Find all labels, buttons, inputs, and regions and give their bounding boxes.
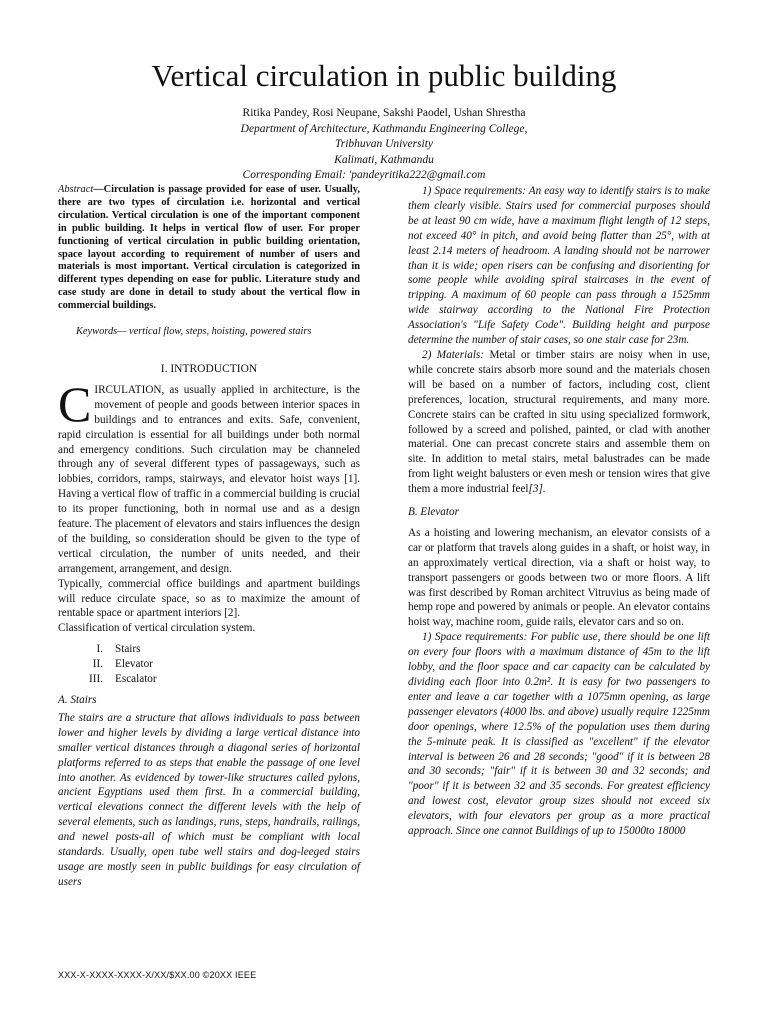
abstract-text: —Circulation is passage provided for ease of user. Usually, there are two types of circulation i.e. horizontal and vertical circulation. Vertical circulation is one of the important component in public building. It helps in vertical flow of user. For proper functioning of vertical circulation in public building orientation, space layout according to requirement of number of users and materials is most important. Vertical circulation is categorized in different types depending on ease for public. Literature study and case study are done in detail to study about the vertical flow in commercial buildings. (58, 184, 360, 312)
author-list: Ritika Pandey, Rosi Neupane, Sakshi Paodel, Ushan Shrestha (242, 107, 526, 119)
elevator-paragraph: As a hoisting and lowering mechanism, an elevator consists of a car or platform that travels along guides in a shaft, or hoist way, in an approximately vertical direction, via a shaft or hoist way, to transport passengers or goods between two or more floors. A lift was first described by Roman architect Vitruvius as being made of hemp rope and powered by animals or people. An elevator contains hoist way, machine room, guide rails, elevator cars and so on. (408, 526, 710, 629)
footer-copyright: XXX-X-XXXX-XXXX-X/XX/$XX.00 ©20XX IEEE (58, 970, 257, 980)
left-column (58, 184, 360, 890)
list-item-number: III. (89, 673, 103, 686)
subsection-stairs-heading: A. Stairs (58, 694, 97, 706)
stairs-space-requirements: 1) Space requirements: An easy way to identify stairs is to make them clearly visible. Stairs used for commercial purposes should be at least 90 cm wide, have a maximum flight length of 12 steps, not exceed 40° in pitch, and avoid being flatter than 25°, with at least 2.14 meters of headroom. A landing should not be narrower than it is wide; open risers can be confusing and disorienting for some people while avoiding spiral staircases in the event of tripping. A maximum of 60 people can pass through a 1525mm wide stairway according to the National Fire Protection Association's "Life Safety Code". Building height and purpose determine the number of stair cases, so one stair case for 23m. (408, 185, 710, 347)
paper-title: Vertical circulation in public building (151, 58, 617, 93)
affiliation-university: Tribhuvan University (334, 138, 434, 150)
affiliation-department: Department of Architecture, Kathmandu Engineering College, (240, 123, 528, 135)
intro-paragraph-1 (58, 375, 360, 577)
abstract-label: Abstract (58, 184, 94, 195)
abstract (58, 184, 360, 313)
stairs-materials (408, 348, 710, 497)
corresponding-email: Corresponding Email: 'pandeyritika222@gmail.com (242, 169, 486, 181)
list-item-label: Stairs (115, 643, 141, 656)
affiliation-location: Kalimati, Kathmandu (334, 154, 434, 166)
list-item (58, 672, 360, 687)
materials-label: 2) Materials: (422, 348, 485, 361)
materials-text: Metal or timber stairs are noisy when in use, while concrete stairs absorb more sound and the materials chosen will be based on a number of factors, including cost, client preferences, location, structural requirements, and many more. Concrete stairs can be crafted in situ using specialized formwork, followed by a screed and polished, painted, or clad with another material. One can precast concrete stairs and assemble them on site. In addition to metal stairs, metal balustrades can be made from light weight balusters or even mesh or tension wires that give them a more industrial feel (408, 348, 710, 496)
keywords: Keywords— vertical flow, steps, hoisting, powered stairs (76, 326, 312, 338)
intro-paragraph-3: Classification of vertical circulation system. (58, 622, 256, 635)
list-item-number: I. (96, 643, 103, 656)
subsection-elevator-heading: B. Elevator (408, 506, 459, 519)
list-item-label: Escalator (115, 673, 157, 686)
list-item (58, 642, 360, 657)
right-column (408, 184, 710, 839)
classification-list (58, 642, 360, 687)
drop-cap: C (58, 375, 92, 432)
intro-paragraph-2: Typically, commercial office buildings and apartment buildings will reduce circulate space, so as to maximize the amount of rentable space or apartment interiors [2]. (58, 577, 360, 620)
intro-paragraph-1-text: IRCULATION, as usually applied in architecture, is the movement of people and goods between interior spaces in buildings and to entrances and exits. Safe, convenient, rapid circulation is essential for all buildings under both normal and emergency conditions. Such circulation may be channeled through any of several different types of passageways, such as lobbies, corridors, ramps, stairways, and elevator hoist ways [1]. Having a vertical flow of traffic in a commercial building is crucial to its proper functioning, both in normal use and as a design feature. The placement of elevators and stairs influences the design of the building, so consideration should be given to the type of vertical circulation, the number of units needed, and their arrangement, arrangement, and design. (58, 383, 360, 575)
list-item-label: Elevator (115, 658, 153, 671)
elevator-space-requirements: 1) Space requirements: For public use, there should be one lift on every four floors with a maximum distance of 45m to the lift lobby, and the floor space and car capacity can be calculated by dividing each floor into 0.2m². It is easy for two passengers to enter and leave a car together with a 1075mm opening, as large passenger elevators (4000 lbs. and above) usually require 1225mm door openings, where 12.5% of the population uses them during the 5-minute peak. It is classified as "excellent" if the elevator interval is between 26 and 28 seconds; "good" if it is between 28 and 30 seconds; "fair" if it is between 30 and 32 seconds; and "poor" if it is between 32 and 35 seconds. For greatest efficiency and lowest cost, elevator group sizes should not exceed six elevators, with four elevators per group as a more practical approach. Since one cannot Buildings of up to 15000to 18000 (408, 631, 710, 838)
list-item (58, 657, 360, 672)
section-introduction-heading: I. INTRODUCTION (160, 362, 258, 375)
stairs-paragraph: The stairs are a structure that allows individuals to pass between lower and higher levels by dividing a large vertical distance into smaller vertical distances through a diagonal series of horizontal platforms referred to as steps that enable the passage of one level into another. As evidenced by tower-like structures called pylons, ancient Egyptians used them first. In a commercial building, vertical elevations connect the different levels with the help of several elements, such as landings, runs, steps, handrails, railings, and newel posts-all of which must be compliant with local standards. Usually, open tube well stairs and dog-leeged stairs usage are mostly seen in public buildings for easy circulation of users (58, 711, 360, 888)
list-item-number: II. (92, 658, 103, 671)
materials-reference: [3]. (528, 483, 546, 496)
